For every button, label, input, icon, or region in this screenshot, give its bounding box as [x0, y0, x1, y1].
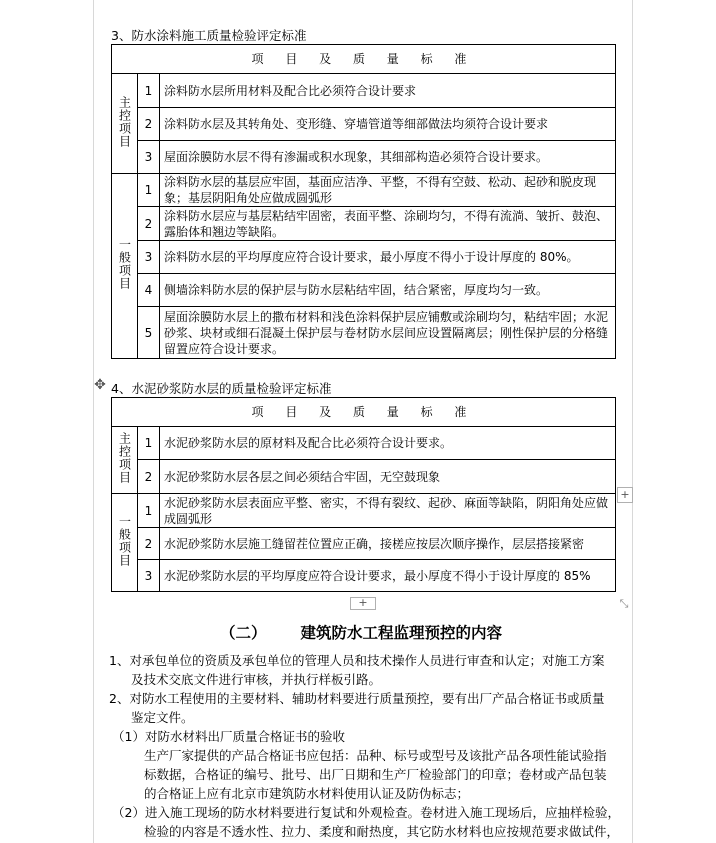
row-text: 涂料防水层所用材料及配合比必须符合设计要求 [160, 74, 616, 108]
table-header: 项 目 及 质 量 标 准 [112, 45, 616, 74]
table-row [112, 427, 616, 460]
row-number: 1 [138, 427, 160, 460]
subsection-1-title: （1）对防水材料出厂质量合格证书的验收 [112, 729, 345, 744]
row-number: 1 [138, 74, 160, 108]
table-header: 项 目 及 质 量 标 准 [112, 398, 616, 427]
table-header-row [112, 398, 616, 427]
row-text: 屋面涂膜防水层不得有渗漏或积水现象，其细部构造必须符合设计要求。 [160, 141, 616, 174]
table-row [112, 174, 616, 207]
table-row [112, 274, 616, 307]
table-row [112, 528, 616, 560]
table-row [112, 141, 616, 174]
subsection-1-line-3: 的合格证上应有北京市建筑防水材料使用认证及防伪标志； [144, 786, 470, 801]
section4-title: 4、水泥砂浆防水层的质量检验评定标准 [111, 381, 332, 396]
table-resize-icon[interactable]: ⤡ [617, 597, 631, 611]
row-text: 水泥砂浆防水层施工缝留茬位置应正确，接槎应按层次顺序操作，层层搭接紧密 [160, 528, 616, 560]
row-number: 5 [138, 307, 160, 359]
paragraph-2-line-2: 鉴定文件。 [131, 710, 194, 725]
section-heading [220, 621, 502, 643]
general-label: 一般项目 [112, 494, 138, 592]
heading-prefix: （二） [220, 624, 267, 642]
row-text: 水泥砂浆防水层各层之间必须结合牢固，无空鼓现象 [160, 460, 616, 494]
row-text: 涂料防水层应与基层粘结牢固密，表面平整、涂刷均匀，不得有流淌、皱折、鼓泡、露胎体和翘边等缺陷。 [160, 207, 616, 241]
table-move-handle-icon[interactable]: ✥ [94, 377, 106, 393]
row-number: 1 [138, 494, 160, 528]
row-number: 2 [138, 108, 160, 141]
row-number: 4 [138, 274, 160, 307]
section3-title: 3、防水涂料施工质量检验评定标准 [111, 28, 307, 43]
row-text: 涂料防水层的平均厚度应符合设计要求，最小厚度不得小于设计厚度的 80%。 [160, 241, 616, 274]
main-control-label: 主控项目 [112, 427, 138, 494]
row-number: 2 [138, 207, 160, 241]
row-number: 2 [138, 460, 160, 494]
table-row [112, 108, 616, 141]
section3-table [111, 44, 616, 359]
page-margin-right [632, 0, 633, 843]
table-row [112, 207, 616, 241]
page-margin-left [93, 0, 94, 843]
heading-text: 建筑防水工程监理预控的内容 [300, 624, 503, 642]
table-row [112, 494, 616, 528]
row-number: 3 [138, 560, 160, 592]
row-number: 1 [138, 174, 160, 207]
subsection-1-line-1: 生产厂家提供的产品合格证书应包括：品种、标号或型号及该批产品各项性能试验指 [144, 748, 607, 763]
row-text: 水泥砂浆防水层表面应平整、密实，不得有裂纹、起砂、麻面等缺陷，阴阳角处应做成圆弧形 [160, 494, 616, 528]
row-text: 涂料防水层及其转角处、变形缝、穿墙管道等细部做法均须符合设计要求 [160, 108, 616, 141]
row-text: 水泥砂浆防水层的原材料及配合比必须符合设计要求。 [160, 427, 616, 460]
table-row [112, 307, 616, 359]
table-row [112, 74, 616, 108]
subsection-1-line-2: 标数据，合格证的编号、批号、出厂日期和生产厂检验部门的印章；卷材或产品包装 [144, 767, 607, 782]
general-label: 一般项目 [112, 174, 138, 359]
paragraph-2-line-1: 2、对防水工程使用的主要材料、辅助材料要进行质量预控，要有出厂产品合格证书或质量 [109, 691, 605, 706]
row-number: 3 [138, 141, 160, 174]
section4-table [111, 397, 616, 592]
subsection-2-line-1: （2）进入施工现场的防水材料要进行复试和外观检查。卷材进入施工现场后，应抽样检验， [112, 805, 620, 820]
add-row-button[interactable]: + [350, 597, 376, 610]
row-text: 涂料防水层的基层应牢固，基面应洁净、平整，不得有空鼓、松动、起砂和脱皮现象；基层阴阳角处应做成圆弧形 [160, 174, 616, 207]
row-text: 水泥砂浆防水层的平均厚度应符合设计要求，最小厚度不得小于设计厚度的 85% [160, 560, 616, 592]
row-number: 2 [138, 528, 160, 560]
main-control-label: 主控项目 [112, 74, 138, 174]
row-number: 3 [138, 241, 160, 274]
table-row [112, 460, 616, 494]
row-text: 侧墙涂料防水层的保护层与防水层粘结牢固，结合紧密，厚度均匀一致。 [160, 274, 616, 307]
add-column-button[interactable]: + [617, 487, 633, 503]
table-row [112, 241, 616, 274]
paragraph-1-line-1: 1、对承包单位的资质及承包单位的管理人员和技术操作人员进行审查和认定；对施工方案 [109, 653, 605, 668]
paragraph-1-line-2: 及技术交底文件进行审核，并执行样板引路。 [131, 672, 382, 687]
table-row [112, 560, 616, 592]
row-text: 屋面涂膜防水层上的撒布材料和浅色涂料保护层应铺敷或涂刷均匀，粘结牢固；水泥砂浆、块材或细石混凝土保护层与卷材防水层间应设置隔离层；刚性保护层的分格缝留置应符合设计要求。 [160, 307, 616, 359]
table-header-row [112, 45, 616, 74]
subsection-2-line-2: 检验的内容是不透水性、拉力、柔度和耐热度，其它防水材料也应按规范要求做试件， [144, 824, 620, 839]
